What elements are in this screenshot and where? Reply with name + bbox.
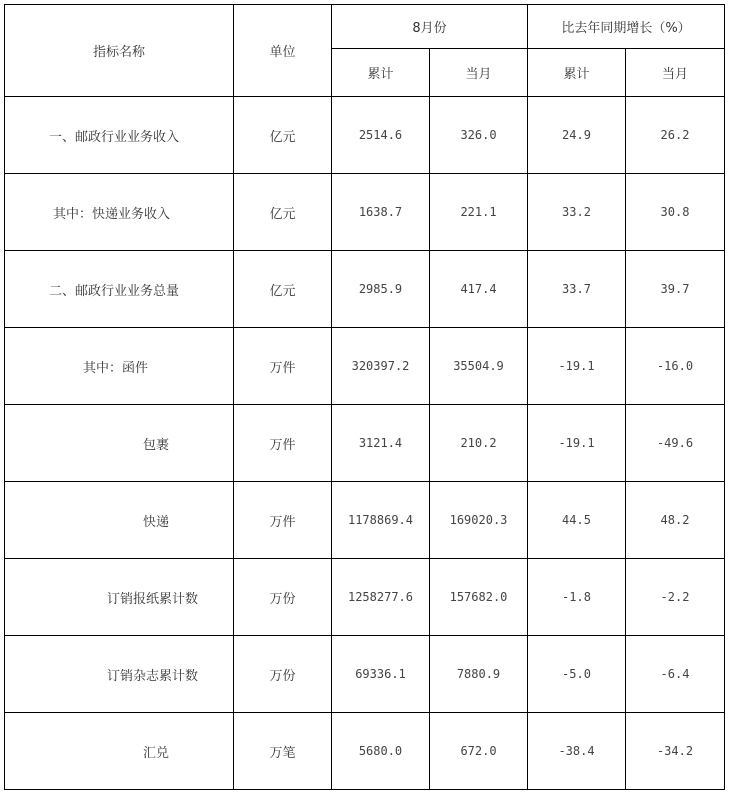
table-row xyxy=(5,559,725,636)
table-row xyxy=(5,713,725,790)
row-indicator-name: 汇兑 xyxy=(5,713,234,790)
row-current-month: 221.1 xyxy=(430,174,528,251)
row-cumulative: 1178869.4 xyxy=(332,482,430,559)
row-unit: 亿元 xyxy=(234,251,332,328)
statistics-table-container xyxy=(4,4,724,790)
row-indicator-name: 二、邮政行业业务总量 xyxy=(5,251,234,328)
row-cumulative: 320397.2 xyxy=(332,328,430,405)
row-unit: 亿元 xyxy=(234,174,332,251)
row-current-month: 326.0 xyxy=(430,97,528,174)
row-growth-current-month: -16.0 xyxy=(626,328,725,405)
table-row xyxy=(5,174,725,251)
row-indicator-name: 其中：快递业务收入 xyxy=(5,174,234,251)
header-indicator: 指标名称 xyxy=(5,5,234,97)
header-growth-group: 比去年同期增长（%） xyxy=(528,5,725,49)
row-growth-current-month: -34.2 xyxy=(626,713,725,790)
row-cumulative: 2514.6 xyxy=(332,97,430,174)
row-indicator-name: 一、邮政行业业务收入 xyxy=(5,97,234,174)
row-current-month: 157682.0 xyxy=(430,559,528,636)
row-growth-cumulative: 24.9 xyxy=(528,97,626,174)
row-indicator-name: 快递 xyxy=(5,482,234,559)
table-row xyxy=(5,328,725,405)
table-row xyxy=(5,405,725,482)
row-cumulative: 2985.9 xyxy=(332,251,430,328)
row-growth-current-month: 48.2 xyxy=(626,482,725,559)
header-cumulative: 累计 xyxy=(332,49,430,97)
row-unit: 万件 xyxy=(234,328,332,405)
table-row xyxy=(5,97,725,174)
row-unit: 万份 xyxy=(234,636,332,713)
row-unit: 万份 xyxy=(234,559,332,636)
table-row xyxy=(5,482,725,559)
header-growth-current-month: 当月 xyxy=(626,49,725,97)
row-growth-current-month: 39.7 xyxy=(626,251,725,328)
row-growth-cumulative: -1.8 xyxy=(528,559,626,636)
row-current-month: 417.4 xyxy=(430,251,528,328)
postal-statistics-table xyxy=(4,4,725,790)
row-growth-cumulative: -38.4 xyxy=(528,713,626,790)
row-growth-current-month: 26.2 xyxy=(626,97,725,174)
row-indicator-name: 订销报纸累计数 xyxy=(5,559,234,636)
row-current-month: 35504.9 xyxy=(430,328,528,405)
row-cumulative: 5680.0 xyxy=(332,713,430,790)
row-growth-cumulative: -19.1 xyxy=(528,405,626,482)
row-growth-cumulative: 33.7 xyxy=(528,251,626,328)
row-growth-current-month: -2.2 xyxy=(626,559,725,636)
header-unit: 单位 xyxy=(234,5,332,97)
row-unit: 万笔 xyxy=(234,713,332,790)
row-growth-cumulative: -5.0 xyxy=(528,636,626,713)
row-unit: 万件 xyxy=(234,482,332,559)
row-growth-cumulative: 33.2 xyxy=(528,174,626,251)
header-current-month: 当月 xyxy=(430,49,528,97)
header-month-group: 8月份 xyxy=(332,5,528,49)
row-indicator-name: 其中：函件 xyxy=(5,328,234,405)
row-indicator-name: 包裹 xyxy=(5,405,234,482)
row-indicator-name: 订销杂志累计数 xyxy=(5,636,234,713)
row-growth-current-month: 30.8 xyxy=(626,174,725,251)
row-growth-current-month: -6.4 xyxy=(626,636,725,713)
header-growth-cumulative: 累计 xyxy=(528,49,626,97)
row-growth-current-month: -49.6 xyxy=(626,405,725,482)
row-growth-cumulative: 44.5 xyxy=(528,482,626,559)
row-unit: 万件 xyxy=(234,405,332,482)
row-current-month: 7880.9 xyxy=(430,636,528,713)
table-row xyxy=(5,636,725,713)
row-current-month: 672.0 xyxy=(430,713,528,790)
table-row xyxy=(5,251,725,328)
row-cumulative: 3121.4 xyxy=(332,405,430,482)
header-row-top xyxy=(5,5,725,49)
row-cumulative: 1258277.6 xyxy=(332,559,430,636)
row-cumulative: 1638.7 xyxy=(332,174,430,251)
row-current-month: 210.2 xyxy=(430,405,528,482)
row-growth-cumulative: -19.1 xyxy=(528,328,626,405)
row-cumulative: 69336.1 xyxy=(332,636,430,713)
row-unit: 亿元 xyxy=(234,97,332,174)
row-current-month: 169020.3 xyxy=(430,482,528,559)
